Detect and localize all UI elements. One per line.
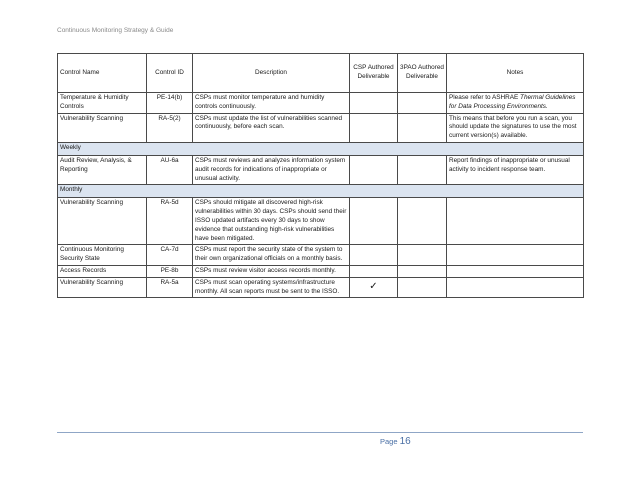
csp-cell [350,265,398,277]
notes-cell: Report findings of inappropriate or unusual activity to incident response team. [447,155,584,184]
control-id-cell: RA-5d [147,198,193,245]
csp-cell [350,245,398,266]
3pao-cell [398,198,447,245]
csp-cell [350,155,398,184]
control-name-cell: Vulnerability Scanning [58,198,147,245]
section-row-monthly [58,185,584,198]
checkmark-icon: ✓ [350,277,398,298]
section-label-monthly: Monthly [58,185,584,198]
3pao-cell [398,245,447,266]
control-id-cell: PE-14(b) [147,93,193,114]
3pao-cell [398,265,447,277]
description-cell: CSPs must monitor temperature and humidity controls continuously. [193,93,350,114]
description-cell: CSPs must reviews and analyzes information system audit records for indications of inappropriate or unusual activity. [193,155,350,184]
notes-cell [447,245,584,266]
table-row [58,113,584,142]
section-row-weekly [58,142,584,155]
table-row [58,245,584,266]
notes-cell [447,277,584,298]
notes-cell [447,93,584,114]
notes-publication-title: Thermal Guidelines for Data Processing Environments. [449,94,576,110]
table-row [58,198,584,245]
control-name-cell: Temperature & Humidity Controls [58,93,147,114]
notes-cell: This means that before you run a scan, you should update the signatures to use the most current version(s) available. [447,113,584,142]
control-id-cell: PE-8b [147,265,193,277]
control-id-cell: RA-5a [147,277,193,298]
col-header-control-name: Control Name [58,54,147,93]
col-header-description: Description [193,54,350,93]
col-header-3pao-deliverable: 3PAO Authored Deliverable [398,54,447,93]
footer-divider [57,432,583,433]
control-id-cell: RA-5(2) [147,113,193,142]
table-header-row [58,54,584,93]
page-number-value: 16 [399,436,411,447]
control-table [57,53,584,298]
col-header-notes: Notes [447,54,584,93]
description-cell: CSPs must update the list of vulnerabilities scanned continuously, before each scan. [193,113,350,142]
control-name-cell: Continuous Monitoring Security State [58,245,147,266]
3pao-cell [398,113,447,142]
control-id-cell: AU-6a [147,155,193,184]
description-cell: CSPs must scan operating systems/infrastructure monthly. All scan reports must be sent to the ISSO. [193,277,350,298]
table-row [58,93,584,114]
description-cell: CSPs must review visitor access records monthly. [193,265,350,277]
control-name-cell: Audit Review, Analysis, & Reporting [58,155,147,184]
notes-cell [447,265,584,277]
page-number [380,436,411,447]
3pao-cell [398,155,447,184]
csp-cell [350,93,398,114]
section-label-weekly: Weekly [58,142,584,155]
control-name-cell: Vulnerability Scanning [58,277,147,298]
3pao-cell [398,93,447,114]
table-row [58,155,584,184]
control-name-cell: Access Records [58,265,147,277]
notes-text: Please refer to ASHRAE [449,94,521,101]
document-header-title: Continuous Monitoring Strategy & Guide [57,27,174,34]
csp-cell [350,113,398,142]
3pao-cell [398,277,447,298]
table-row [58,265,584,277]
control-name-cell: Vulnerability Scanning [58,113,147,142]
notes-cell [447,198,584,245]
description-cell: CSPs must report the security state of the system to their own organizational officials on a monthly basis. [193,245,350,266]
page-label: Page [380,437,398,446]
description-cell: CSPs should mitigate all discovered high-risk vulnerabilities within 30 days. CSPs should send their ISSO updated artifacts every 30 days to show evidence that outstanding high-risk vulnerabilities have been mitigated. [193,198,350,245]
csp-cell [350,198,398,245]
col-header-control-id: Control ID [147,54,193,93]
control-id-cell: CA-7d [147,245,193,266]
col-header-csp-deliverable: CSP Authored Deliverable [350,54,398,93]
table-row [58,277,584,298]
